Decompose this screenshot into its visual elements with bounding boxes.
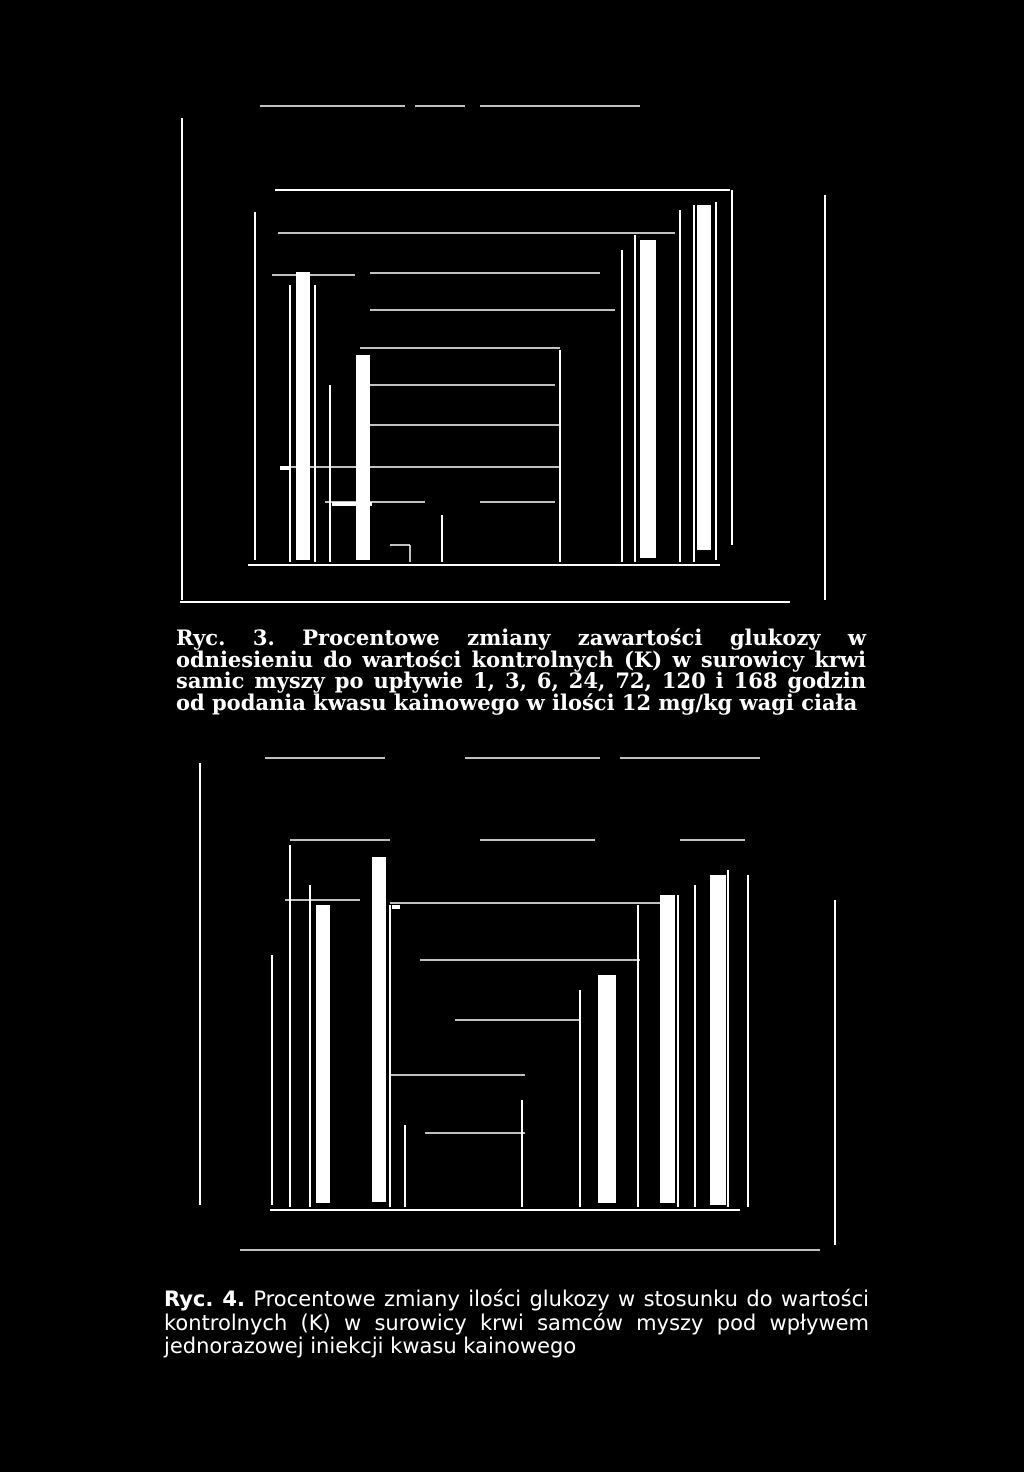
figure-4-caption-text: Procentowe zmiany ilości glukozy w stosunku do wartości kontrolnych (K) w surowicy krwi samców myszy pod wpływem jednorazowej iniekcji kwasu kainowego: [164, 1287, 869, 1358]
figure-3-caption: [176, 627, 866, 713]
figure-3-chart: [160, 90, 860, 615]
figure-4-caption: [164, 1288, 869, 1359]
figure-3-caption-text: Procentowe zmiany zawartości glukozy w odniesieniu do wartości kontrolnych (K) w surowicy krwi samic myszy po upływie 1, 3, 6, 24, 72, 120 i 168 godzin od podania kwasu kainowego w ilości 12 mg/kg wagi ciała: [176, 625, 866, 715]
figure-4-label: Ryc. 4.: [164, 1287, 245, 1311]
figure-4-chart: [180, 745, 860, 1265]
figure-3-label: Ryc. 3.: [176, 625, 275, 650]
